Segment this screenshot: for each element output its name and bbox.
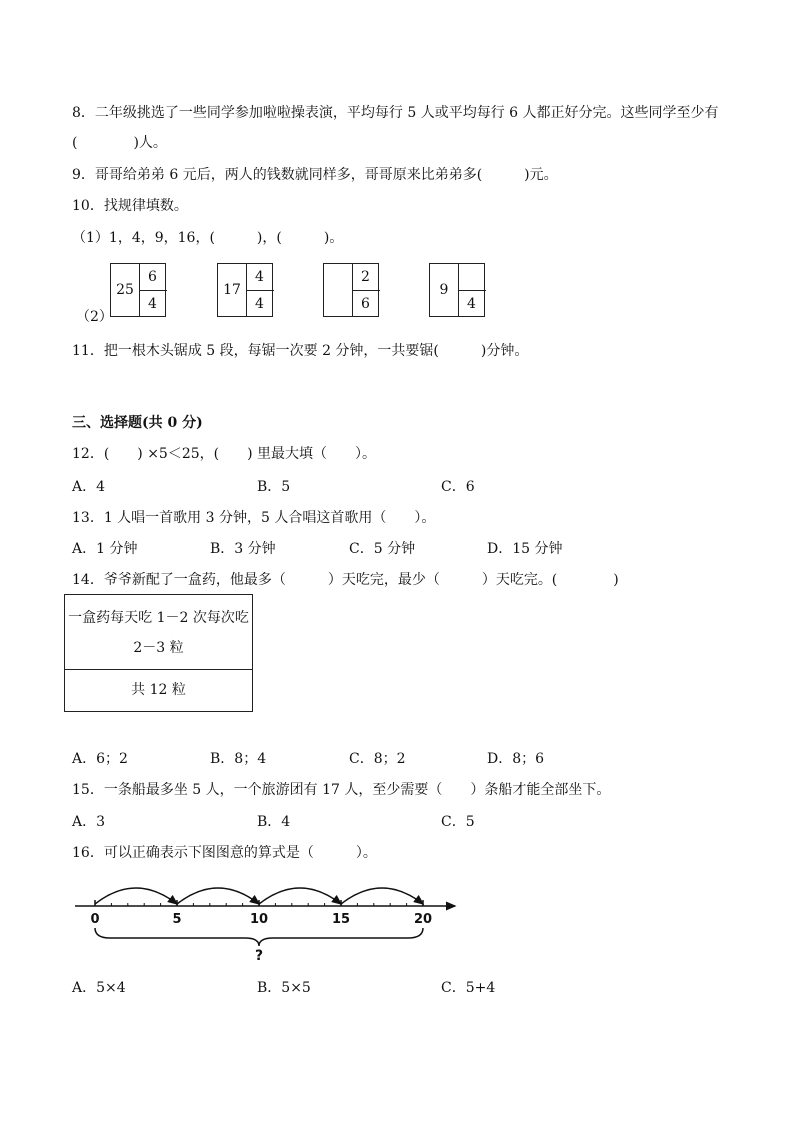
pattern-box-bottom-right-value: 4 — [467, 296, 476, 312]
q14: 14．爷爷新配了一盒药，他最多（ ）天吃完，最少（ ）天吃完。( ) — [72, 572, 619, 588]
pattern-box-top-right-value: 6 — [148, 269, 157, 285]
q16-option-c[interactable]: C．5+4 — [441, 980, 496, 996]
jump-arc-3 — [259, 888, 341, 904]
number-line-ticks — [95, 900, 423, 906]
number-line-label-10: 10 — [249, 912, 269, 927]
pattern-box-left-value: 9 — [439, 282, 449, 298]
q13: 13．1 人唱一首歌用 3 分钟，5 人合唱这首歌用（ ）。 — [72, 510, 436, 526]
pattern-box-1 — [110, 263, 166, 317]
q16: 16．可以正确表示下图图意的算式是（ ）。 — [72, 845, 377, 861]
q16-option-b[interactable]: B．5×5 — [257, 980, 311, 996]
medicine-dosage-cell — [65, 595, 252, 670]
jump-arc-4 — [341, 888, 423, 904]
q10-part2-label: （2） — [76, 309, 113, 325]
q12-option-c[interactable]: C．6 — [441, 479, 475, 495]
number-line-label-5: 5 — [172, 912, 182, 927]
pattern-box-4 — [429, 263, 485, 317]
pattern-box-3 — [323, 263, 379, 317]
q15-option-b[interactable]: B．4 — [257, 814, 291, 830]
q13-option-b[interactable]: B．3 分钟 — [210, 541, 276, 557]
q14-option-d[interactable]: D．8；6 — [487, 751, 545, 767]
q12-option-a[interactable]: A．4 — [72, 479, 106, 495]
q13-option-c[interactable]: C．5 分钟 — [349, 541, 416, 557]
section-title: 三、选择题(共 0 分) — [72, 415, 203, 431]
medicine-dosage-line2: 2－3 粒 — [133, 640, 184, 656]
pattern-box-top-right-value: 2 — [361, 269, 370, 285]
medicine-table — [64, 594, 253, 712]
q13-option-d[interactable]: D．15 分钟 — [487, 541, 563, 557]
number-line-figure — [70, 870, 460, 965]
q12: 12．( ) ×5＜25，( ) 里最大填（ ）。 — [72, 446, 377, 462]
q14-option-a[interactable]: A．6；2 — [72, 751, 128, 767]
q15-option-c[interactable]: C．5 — [441, 814, 475, 830]
number-line-label-0: 0 — [90, 912, 100, 927]
q11: 11．把一根木头锯成 5 段，每锯一次要 2 分钟，一共要锯( )分钟。 — [72, 343, 529, 359]
q10-part1: （1）1，4，9，16，( )，( )。 — [72, 230, 344, 246]
q8-line1: 8．二年级挑选了一些同学参加啦啦操表演，平均每行 5 人或平均每行 6 人都正好分完。这些同学至少有 — [72, 105, 719, 121]
q13-option-a[interactable]: A．1 分钟 — [72, 541, 138, 557]
medicine-total-cell: 共 12 粒 — [131, 682, 186, 698]
q10: 10．找规律填数。 — [72, 198, 188, 214]
q8-line2: ( )人。 — [72, 135, 167, 151]
pattern-box-bottom-right-value: 4 — [255, 296, 264, 312]
jump-arc-2 — [177, 888, 259, 904]
pattern-box-2 — [217, 263, 273, 317]
q14-option-b[interactable]: B．8；4 — [210, 751, 267, 767]
q14-option-c[interactable]: C．8；2 — [349, 751, 406, 767]
q15: 15．一条船最多坐 5 人，一个旅游团有 17 人，至少需要（ ）条船才能全部坐下。 — [72, 782, 611, 798]
medicine-dosage-line1: 一盒药每天吃 1－2 次每次吃 — [68, 610, 249, 626]
pattern-box-left-value: 25 — [116, 282, 134, 298]
q16-option-a[interactable]: A．5×4 — [72, 980, 126, 996]
q12-option-b[interactable]: B．5 — [257, 479, 291, 495]
pattern-box-left-value: 17 — [223, 282, 241, 298]
curly-brace — [95, 928, 423, 946]
number-line-label-20: 20 — [413, 912, 433, 927]
q9: 9．哥哥给弟弟 6 元后，两人的钱数就同样多，哥哥原来比弟弟多( )元。 — [72, 167, 558, 183]
question-mark: ? — [254, 948, 264, 964]
pattern-box-top-right-value: 4 — [255, 269, 264, 285]
pattern-box-bottom-right-value: 4 — [148, 296, 157, 312]
number-line-label-15: 15 — [331, 912, 351, 927]
pattern-box-bottom-right-value: 6 — [361, 296, 370, 312]
jump-arc-1 — [95, 888, 177, 904]
q15-option-a[interactable]: A．3 — [72, 814, 106, 830]
